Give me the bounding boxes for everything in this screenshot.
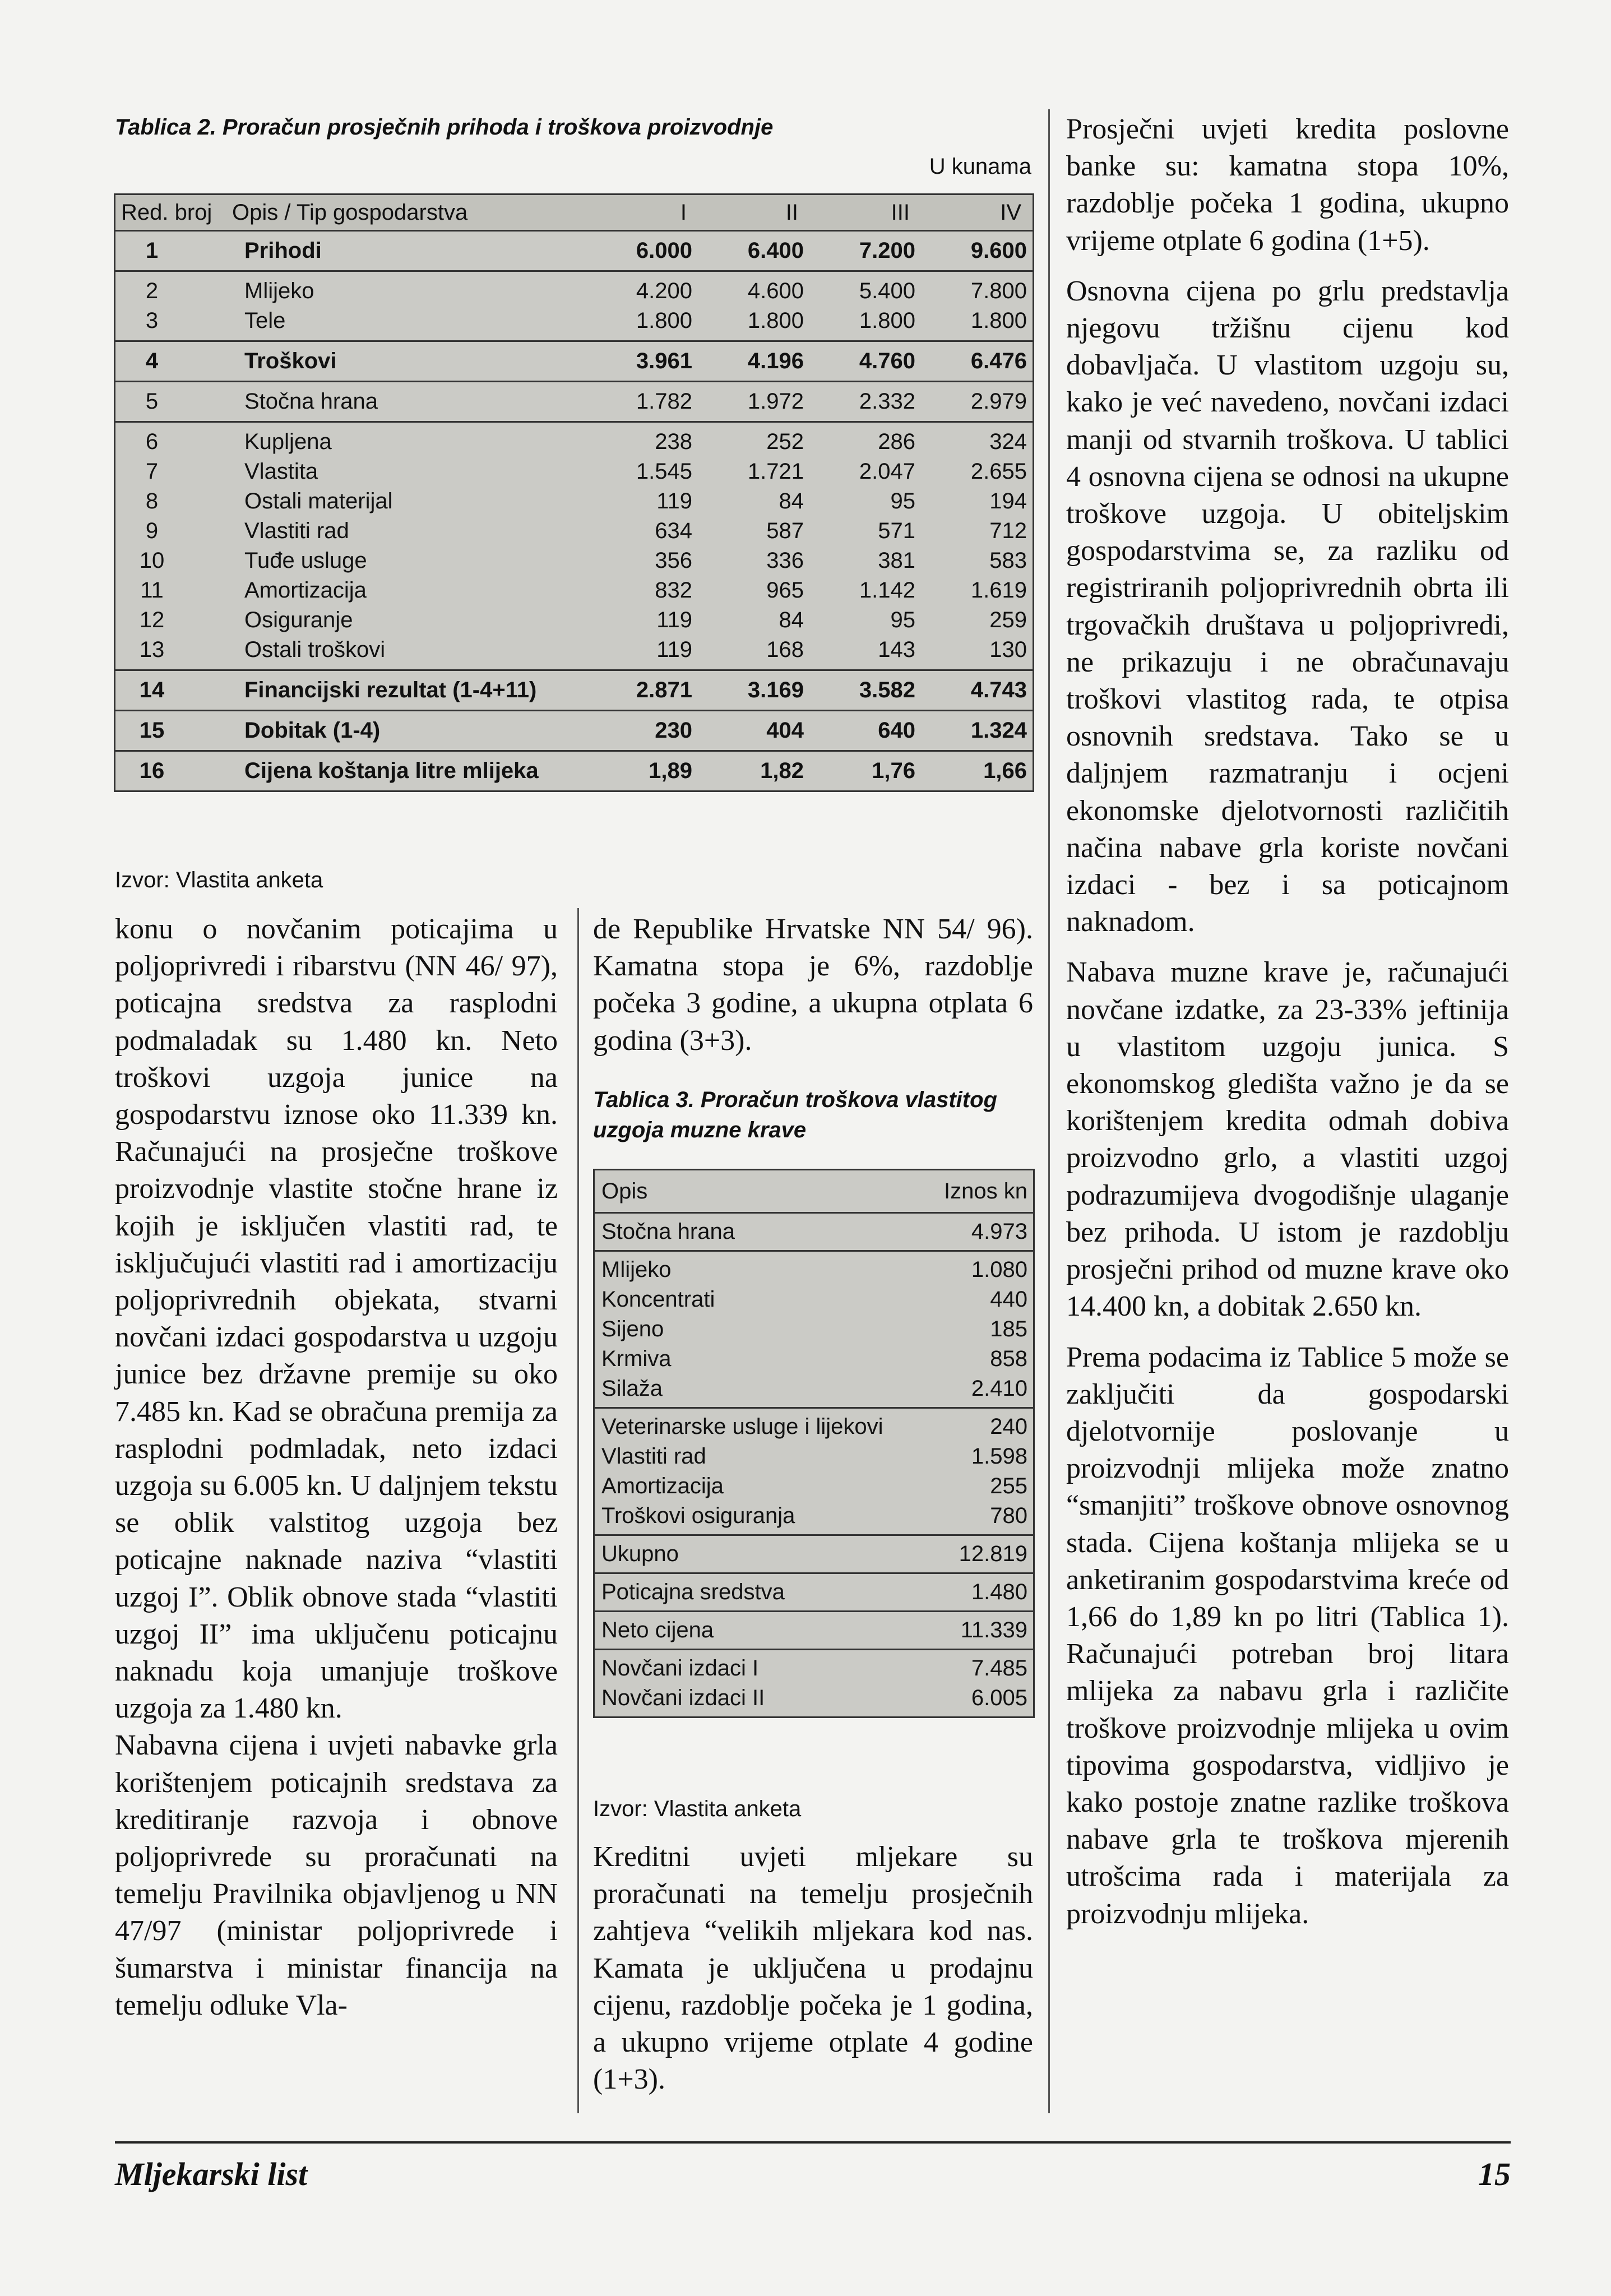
table2-header-desc: Opis / Tip gospodarstva — [232, 200, 468, 225]
footer-rule — [115, 2141, 1511, 2144]
table2 — [114, 193, 1034, 792]
table2-header-c2: II — [785, 200, 798, 225]
table2-cell-v2: 965 — [766, 578, 804, 603]
table3-cell-desc: Krmiva — [601, 1346, 672, 1371]
table2-cell-v4: 1.324 — [970, 718, 1027, 743]
table3-row — [595, 1217, 1033, 1247]
table2-group — [115, 230, 1033, 270]
table2-cell-v4: 712 — [989, 519, 1027, 543]
table3-cell-desc: Stočna hrana — [601, 1219, 735, 1244]
table3-cell-val: 1.598 — [971, 1444, 1027, 1469]
table3-row — [595, 1615, 1033, 1645]
table2-row — [115, 576, 1033, 605]
table3-cell-desc: Ukupno — [601, 1542, 679, 1566]
table2-cell-desc: Osiguranje — [244, 608, 353, 632]
table2-cell-v4: 1.619 — [970, 578, 1027, 603]
table2-header-c3: III — [891, 200, 910, 225]
table2-row — [115, 546, 1033, 576]
table2-cell-nr: 15 — [139, 718, 165, 743]
table2-header-row — [115, 193, 1033, 230]
table2-cell-nr: 4 — [145, 349, 159, 373]
table2-cell-v3: 143 — [878, 637, 915, 662]
table2-cell-v2: 3.169 — [747, 678, 804, 702]
table2-cell-v2: 168 — [766, 637, 804, 662]
table2-cell-v4: 583 — [989, 548, 1027, 573]
table3-cell-val: 2.410 — [971, 1376, 1027, 1401]
col3-paragraph-4: Prema podacima iz Tablice 5 može se zaključiti da gospodarski djelotvornije poslovanje u proizvodnji mlijeka može znatno “smanjiti” troškove obnove osnovnog stada. Cijena koštanja mlijeka se u anketiranim gospodarstvima kreće od 1,66 do 1,89 kn po litri (Tablica 1). Računajući potreban broj litara mlijeka za nabavu grla i različite troškove proizvodnje mlijeka u ovim tipovima gospodarstva, vidljivo je kako postoje znatne razlike troškova nabave grla te troškova mjerenih utrošcima rada i materijala za proizvodnju mlijeka. — [1066, 1341, 1509, 1930]
table2-cell-v3: 95 — [890, 608, 915, 632]
table2-cell-v2: 336 — [766, 548, 804, 573]
table3-cell-desc: Amortizacija — [601, 1474, 724, 1498]
table3-row — [595, 1442, 1033, 1471]
table3-group — [595, 1649, 1033, 1716]
table2-cell-v3: 381 — [878, 548, 915, 573]
col2-paragraph-2: Kreditni uvjeti mljekare su proračunati na temelju prosječnih zahtjeva “velikih mljekara kod nas. Kamata je uključena u prodajnu cijenu, razdoblje počeka je 1 godina, a ukupno vrijeme otplate 4 godine (1+3). — [593, 1841, 1033, 2096]
table3-cell-desc: Koncentrati — [601, 1287, 715, 1312]
table3-cell-val: 185 — [990, 1317, 1027, 1341]
table3-group — [595, 1250, 1033, 1407]
table3-group — [595, 1572, 1033, 1610]
table3-body — [595, 1212, 1033, 1716]
table3-cell-val: 255 — [990, 1474, 1027, 1498]
column-2-text — [593, 911, 1033, 1059]
table3-cell-val: 780 — [990, 1503, 1027, 1528]
table2-cell-desc: Dobitak (1-4) — [244, 718, 381, 743]
table2-cell-nr: 10 — [139, 548, 165, 573]
table2-cell-v1: 634 — [655, 519, 692, 543]
table2-cell-v2: 4.196 — [747, 349, 804, 373]
column-3-text — [1066, 111, 1509, 1933]
table3-source: Izvor: Vlastita anketa — [593, 1797, 802, 1821]
table2-cell-v4: 1,66 — [983, 758, 1027, 783]
table2-cell-nr: 1 — [145, 238, 159, 263]
table2-cell-v1: 230 — [655, 718, 692, 743]
table2-cell-desc: Mlijeko — [244, 279, 314, 303]
table3-row — [595, 1683, 1033, 1713]
table3-row — [595, 1539, 1033, 1569]
table2-group — [115, 270, 1033, 340]
table3-row — [595, 1314, 1033, 1344]
table2-row — [115, 487, 1033, 516]
table2-cell-v4: 2.979 — [970, 389, 1027, 414]
table2-row — [115, 756, 1033, 786]
table2-cell-v1: 4.200 — [636, 279, 692, 303]
table2-cell-v3: 5.400 — [859, 279, 915, 303]
table2-cell-desc: Ostali materijal — [244, 489, 393, 513]
table2-cell-nr: 5 — [145, 389, 159, 414]
table2-cell-v2: 1.800 — [747, 308, 804, 333]
table2-cell-v2: 404 — [766, 718, 804, 743]
col3-paragraph-2: Osnovna cijena po grlu predstavlja njegovu tržišnu cijenu kod dobavljača. U vlastitom uzgoju su, kako je već navedeno, novčani izdaci manji od stvarnih troškova. U tablici 4 osnovna cijena se odnosi na ukupne troškove uzgoja. U obiteljskim gospodarstvima se, za razliku od registriranih poljoprivrednih obrta ili trgovačkih društava u poljoprivredi, ne prikazuju i ne obračunavaju troškovi vlastitog rada, te otpisa osnovnih sredstava. Tako se u daljnjem razmatranju i ocjeni ekonomske djelotvornosti različitih načina nabave grla koriste novčani izdaci - bez i sa poticajnom naknadom. — [1066, 275, 1509, 938]
table2-cell-v3: 286 — [878, 429, 915, 454]
column-1-text — [115, 911, 558, 2024]
table2-cell-desc: Kupljena — [244, 429, 332, 454]
table2-row — [115, 675, 1033, 705]
table2-group — [115, 340, 1033, 381]
table2-row — [115, 516, 1033, 546]
table3-cell-val: 6.005 — [971, 1686, 1027, 1710]
table3-cell-desc: Novčani izdaci I — [601, 1656, 759, 1681]
table2-unit: U kunama — [929, 154, 1031, 179]
table3-cell-val: 12.819 — [959, 1542, 1027, 1566]
table2-cell-nr: 13 — [139, 637, 165, 662]
table2-cell-desc: Troškovi — [244, 349, 337, 373]
table2-cell-nr: 16 — [139, 758, 165, 783]
table2-cell-desc: Cijena koštanja litre mlijeka — [244, 758, 539, 783]
table2-cell-v4: 324 — [989, 429, 1027, 454]
table2-row — [115, 276, 1033, 306]
table2-cell-v3: 3.582 — [859, 678, 915, 702]
table2-cell-desc: Prihodi — [244, 238, 322, 263]
table3-cell-val: 1.080 — [971, 1257, 1027, 1282]
table3-header-desc: Opis — [601, 1178, 648, 1203]
table2-header-c4: IV — [1000, 200, 1021, 225]
table3-cell-val: 7.485 — [971, 1656, 1027, 1681]
table2-cell-nr: 8 — [145, 489, 159, 513]
table2-cell-v4: 6.476 — [970, 349, 1027, 373]
table2-cell-v1: 6.000 — [636, 238, 692, 263]
table2-cell-v2: 252 — [766, 429, 804, 454]
table3 — [593, 1169, 1035, 1718]
table3-cell-val: 858 — [990, 1346, 1027, 1371]
table2-cell-v2: 4.600 — [747, 279, 804, 303]
table2-row — [115, 716, 1033, 746]
table2-cell-v4: 7.800 — [970, 279, 1027, 303]
table2-title: Tablica 2. Proračun prosječnih prihoda i troškova proizvodnje — [115, 115, 774, 140]
table2-cell-v1: 119 — [656, 489, 692, 513]
table2-cell-v2: 84 — [779, 489, 804, 513]
table2-cell-v1: 832 — [655, 578, 692, 603]
table3-row — [595, 1577, 1033, 1607]
table3-cell-val: 4.973 — [971, 1219, 1027, 1244]
table2-cell-v2: 84 — [779, 608, 804, 632]
table2-cell-v3: 1,76 — [872, 758, 915, 783]
table2-cell-v3: 2.332 — [859, 389, 915, 414]
table2-cell-v4: 4.743 — [970, 678, 1027, 702]
table3-row — [595, 1374, 1033, 1404]
table2-cell-v4: 9.600 — [970, 238, 1027, 263]
table3-cell-desc: Sijeno — [601, 1317, 664, 1341]
col3-paragraph-3: Nabava muzne krave je, računajući novčane izdatke, za 23-33% jeftinija u vlastitom uzgoju junica. S ekonomskog gledišta važno je da se korištenjem kredita odmah dobiva proizvodno grlo, a vlastiti uzgoj podrazumijeva dvogodišnje ulaganje bez prihoda. U istom je razdoblju prosječni prihod od muzne krave oko 14.400 kn, a dobitak 2.650 kn. — [1066, 956, 1509, 1323]
table2-cell-nr: 7 — [145, 459, 159, 484]
table2-cell-v3: 1.800 — [859, 308, 915, 333]
column-divider-1 — [577, 908, 579, 2113]
table2-cell-v1: 1.782 — [636, 389, 692, 414]
footer-journal-name: Mljekarski list — [115, 2156, 308, 2192]
table2-cell-nr: 12 — [139, 608, 165, 632]
table2-cell-v2: 1.972 — [747, 389, 804, 414]
table3-row — [595, 1344, 1033, 1374]
table2-group — [115, 421, 1033, 669]
table2-cell-nr: 6 — [145, 429, 159, 454]
col3-paragraph-1: Prosječni uvjeti kredita poslovne banke su: kamatna stopa 10%, razdoblje počeka 1 godina, ukupno vrijeme otplate 6 godina (1+5). — [1066, 113, 1509, 257]
table3-header-val: Iznos kn — [944, 1178, 1027, 1203]
table3-header-group — [595, 1169, 1033, 1212]
table3-row — [595, 1412, 1033, 1442]
table2-cell-v1: 2.871 — [636, 678, 692, 702]
table2-cell-v2: 587 — [766, 519, 804, 543]
table3-group — [595, 1212, 1033, 1250]
col1-paragraph-2: Nabavna cijena i uvjeti nabavke grla korištenjem poticajnih sredstava za kreditiranje razvoja i obnove poljoprivrede su proračunati na temelju Pravilnika objavljenog u NN 47/97 (ministar poljoprivrede i šumarstva i ministar financija na temelju odluke Vla- — [115, 1729, 558, 2021]
table2-cell-v4: 130 — [989, 637, 1027, 662]
table2-cell-v1: 238 — [655, 429, 692, 454]
table2-cell-v1: 356 — [655, 548, 692, 573]
table2-cell-desc: Stočna hrana — [244, 389, 378, 414]
table2-cell-desc: Tuđe usluge — [244, 548, 367, 573]
table2-cell-nr: 2 — [145, 279, 159, 303]
table3-cell-desc: Troškovi osiguranja — [601, 1503, 795, 1528]
table2-cell-nr: 14 — [139, 678, 165, 702]
footer-page-number: 15 — [1478, 2156, 1511, 2192]
table2-header-c1: I — [680, 200, 687, 225]
table2-row — [115, 457, 1033, 487]
table3-row — [595, 1471, 1033, 1501]
table3-cell-val: 1.480 — [971, 1580, 1027, 1604]
table2-header-nr: Red. broj — [121, 200, 212, 225]
table3-cell-desc: Neto cijena — [601, 1618, 714, 1642]
table2-row — [115, 387, 1033, 416]
table2-cell-nr: 9 — [145, 519, 159, 543]
column-2-text-lower — [593, 1839, 1033, 2098]
table3-cell-desc: Poticajna sredstva — [601, 1580, 785, 1604]
table2-cell-desc: Vlastita — [244, 459, 318, 484]
table2-cell-v2: 1.721 — [747, 459, 804, 484]
table2-cell-v3: 571 — [878, 519, 915, 543]
table3-group — [595, 1534, 1033, 1572]
table2-cell-v3: 1.142 — [859, 578, 915, 603]
column-divider-2 — [1048, 109, 1050, 2113]
table2-group — [115, 710, 1033, 750]
table2-cell-desc: Amortizacija — [244, 578, 367, 603]
table2-source: Izvor: Vlastita anketa — [115, 868, 323, 892]
table2-cell-v4: 1.800 — [970, 308, 1027, 333]
col2-paragraph-1: de Republike Hrvatske NN 54/ 96). Kamatna stopa je 6%, razdoblje počeka 3 godine, a ukupna otplata 6 godina (3+3). — [593, 913, 1033, 1057]
table2-cell-v4: 259 — [989, 608, 1027, 632]
table2-cell-desc: Tele — [244, 308, 286, 333]
table2-cell-v4: 194 — [989, 489, 1027, 513]
table2-group — [115, 381, 1033, 421]
table2-cell-v1: 1.800 — [636, 308, 692, 333]
table3-header-row — [595, 1174, 1033, 1209]
table2-cell-desc: Ostali troškovi — [244, 637, 386, 662]
table2-cell-v1: 119 — [656, 637, 692, 662]
table2-cell-v3: 640 — [878, 718, 915, 743]
table2-row — [115, 236, 1033, 266]
table2-cell-v1: 1,89 — [649, 758, 692, 783]
table2-cell-nr: 11 — [140, 578, 164, 603]
table2-cell-v4: 2.655 — [970, 459, 1027, 484]
col1-paragraph-1: konu o novčanim poticajima u poljoprivredi i ribarstvu (NN 46/ 97), poticajna sredstva za rasplodni podmaladak su 1.480 kn. Neto troškovi uzgoja junice na gospodarstvu iznose oko 11.339 kn. Računajući na prosječne troškove proizvodnje vlastite stočne hrane iz kojih je isključen vlastiti rad, te isključujući vlastiti rad i amortizaciju poljoprivrednih objekata, stvarni novčani izdaci gospodarstva u uzgoju junice bez državne premije su oko 7.485 kn. Kad se obračuna premija za rasplodni podmladak, neto izdaci uzgoja su 6.005 kn. U daljnjem tekstu se oblik valstitog uzgoja bez poticajne naknade naziva “vlastiti uzgoj I”. Oblik obnove stada “vlastiti uzgoj II” ima uključenu poticajnu naknadu koja umanjuje troškove uzgoja za 1.480 kn. — [115, 913, 558, 1725]
table2-cell-v1: 119 — [656, 608, 692, 632]
table2-cell-nr: 3 — [145, 308, 159, 333]
table3-row — [595, 1285, 1033, 1314]
table3-row — [595, 1501, 1033, 1531]
table2-row — [115, 605, 1033, 635]
table2-cell-v2: 6.400 — [747, 238, 804, 263]
table3-cell-val: 240 — [990, 1414, 1027, 1439]
table3-cell-desc: Veterinarske usluge i lijekovi — [601, 1414, 883, 1439]
table2-row — [115, 427, 1033, 457]
table2-body — [115, 230, 1033, 790]
table2-cell-v3: 7.200 — [859, 238, 915, 263]
table3-title: Tablica 3. Proračun troškova vlastitog uzgoja muzne krave — [593, 1087, 997, 1142]
table3-cell-desc: Novčani izdaci II — [601, 1686, 765, 1710]
table3-cell-val: 11.339 — [960, 1618, 1027, 1642]
table2-cell-desc: Vlastiti rad — [244, 519, 349, 543]
table3-cell-desc: Vlastiti rad — [601, 1444, 706, 1469]
table2-cell-v1: 3.961 — [636, 349, 692, 373]
table3-group — [595, 1610, 1033, 1649]
table3-row — [595, 1255, 1033, 1285]
table2-row — [115, 306, 1033, 336]
table2-cell-v3: 95 — [890, 489, 915, 513]
table2-row — [115, 635, 1033, 665]
table2-cell-v2: 1,82 — [760, 758, 804, 783]
table2-group — [115, 750, 1033, 790]
table2-cell-v3: 4.760 — [859, 349, 915, 373]
table3-cell-desc: Mlijeko — [601, 1257, 672, 1282]
table2-row — [115, 346, 1033, 376]
table3-group — [595, 1407, 1033, 1534]
table2-cell-v1: 1.545 — [636, 459, 692, 484]
table3-row — [595, 1654, 1033, 1683]
table3-cell-val: 440 — [990, 1287, 1027, 1312]
table2-cell-desc: Financijski rezultat (1-4+11) — [244, 678, 537, 702]
table2-group — [115, 669, 1033, 710]
table2-cell-v3: 2.047 — [859, 459, 915, 484]
table3-cell-desc: Silaža — [601, 1376, 663, 1401]
